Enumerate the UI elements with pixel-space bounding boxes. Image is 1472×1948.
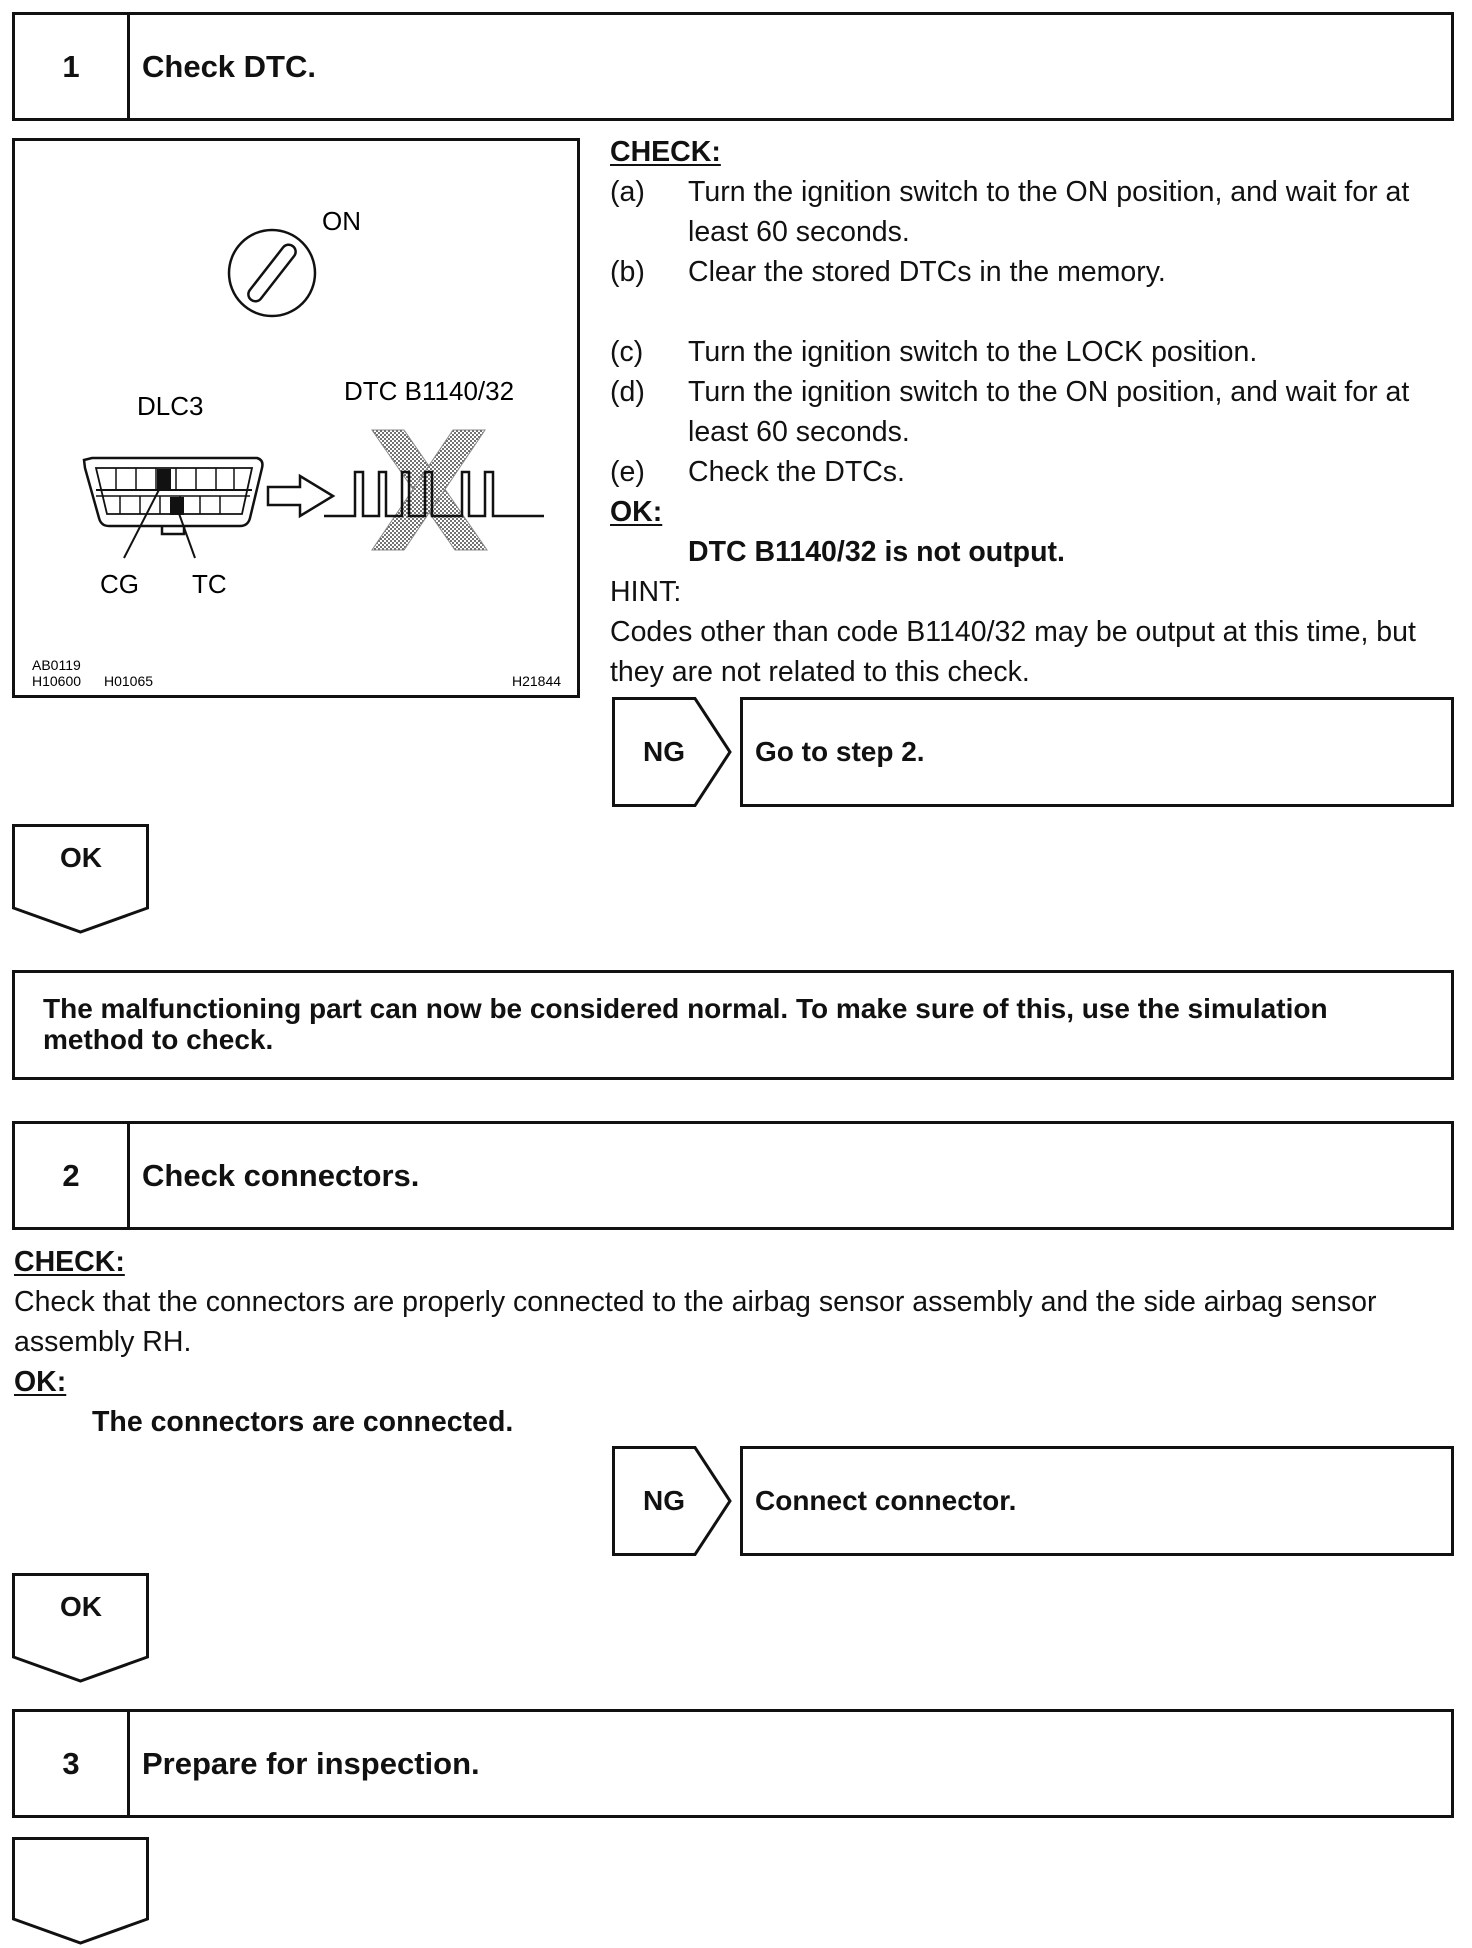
step-title: Prepare for inspection. [142, 1745, 480, 1781]
ok-arrow-icon [12, 824, 150, 934]
check1-marker-d: (d) [610, 376, 645, 408]
check1-marker-b: (b) [610, 256, 645, 288]
check2-ok-text: The connectors are connected. [92, 1406, 514, 1438]
figure-code-d: H21844 [512, 673, 562, 689]
ok-branch-2 [12, 1573, 150, 1683]
check1-item-d-line1: Turn the ignition switch to the ON position, and wait for at [688, 376, 1410, 408]
check1-hint-line1: Codes other than code B1140/32 may be output at this time, but [610, 616, 1416, 648]
step-title: Check connectors. [142, 1157, 420, 1193]
check1-item-e-line1: Check the DTCs. [688, 456, 905, 488]
check2-line1: Check that the connectors are properly connected to the airbag sensor assembly and the side airbag sensor [14, 1286, 1377, 1318]
check1-hint-heading: HINT: [610, 576, 682, 608]
ok-label: OK [60, 1591, 102, 1622]
check2-ok-heading: OK: [14, 1366, 67, 1398]
ok-branch-1 [12, 824, 150, 934]
ng-result-2: Connect connector. [740, 1446, 1454, 1556]
step-number: 3 [15, 1712, 130, 1815]
check1-ok-text: DTC B1140/32 is not output. [688, 536, 1065, 568]
figure-code-b: H10600 [32, 673, 82, 689]
on-label: ON [322, 206, 361, 236]
ng-branch-1 [612, 697, 734, 807]
check2-heading: CHECK: [14, 1246, 125, 1278]
check1-item-d-line2: least 60 seconds. [688, 416, 910, 448]
check1-item-a-line2: least 60 seconds. [688, 216, 910, 248]
continue-arrow-icon [12, 1837, 150, 1945]
check1-heading: CHECK: [610, 136, 721, 168]
check1-marker-e: (e) [610, 456, 645, 488]
check2-line2: assembly RH. [14, 1326, 192, 1358]
ng-result-1: Go to step 2. [740, 697, 1454, 807]
step-1-header [12, 12, 1454, 121]
dlc3-figure [12, 138, 580, 698]
tc-label: TC [192, 569, 227, 599]
check1-item-c-line1: Turn the ignition switch to the LOCK position. [688, 336, 1258, 368]
step-2-header [12, 1121, 1454, 1230]
simulation-note: The malfunctioning part can now be considered normal. To make sure of this, use the simulation method to check. [12, 970, 1454, 1080]
check1-marker-c: (c) [610, 336, 644, 368]
step-3-header [12, 1709, 1454, 1818]
ok-label: OK [60, 842, 102, 873]
cg-label: CG [100, 569, 139, 599]
step-title: Check DTC. [142, 48, 316, 84]
ok-arrow-icon [12, 1573, 150, 1683]
tc-pin [170, 497, 184, 515]
figure-code-a: AB0119 [32, 657, 81, 673]
check1-item-b-line1: Clear the stored DTCs in the memory. [688, 256, 1166, 288]
cg-pin [157, 469, 171, 489]
dlc3-connector-icon [84, 458, 262, 534]
check1-hint-line2: they are not related to this check. [610, 656, 1030, 688]
ng-label: NG [643, 1485, 685, 1516]
check1-marker-a: (a) [610, 176, 645, 208]
dtc-label: DTC B1140/32 [344, 376, 515, 406]
step-number: 1 [15, 15, 130, 118]
figure-code-c: H01065 [104, 673, 154, 689]
ignition-key-icon [229, 230, 315, 316]
ng-label: NG [643, 736, 685, 767]
check1-item-a-line1: Turn the ignition switch to the ON position, and wait for at [688, 176, 1410, 208]
step-number: 2 [15, 1124, 130, 1227]
ng-branch-2 [612, 1446, 734, 1556]
dlc3-label: DLC3 [137, 391, 204, 421]
check1-ok-heading: OK: [610, 496, 663, 528]
